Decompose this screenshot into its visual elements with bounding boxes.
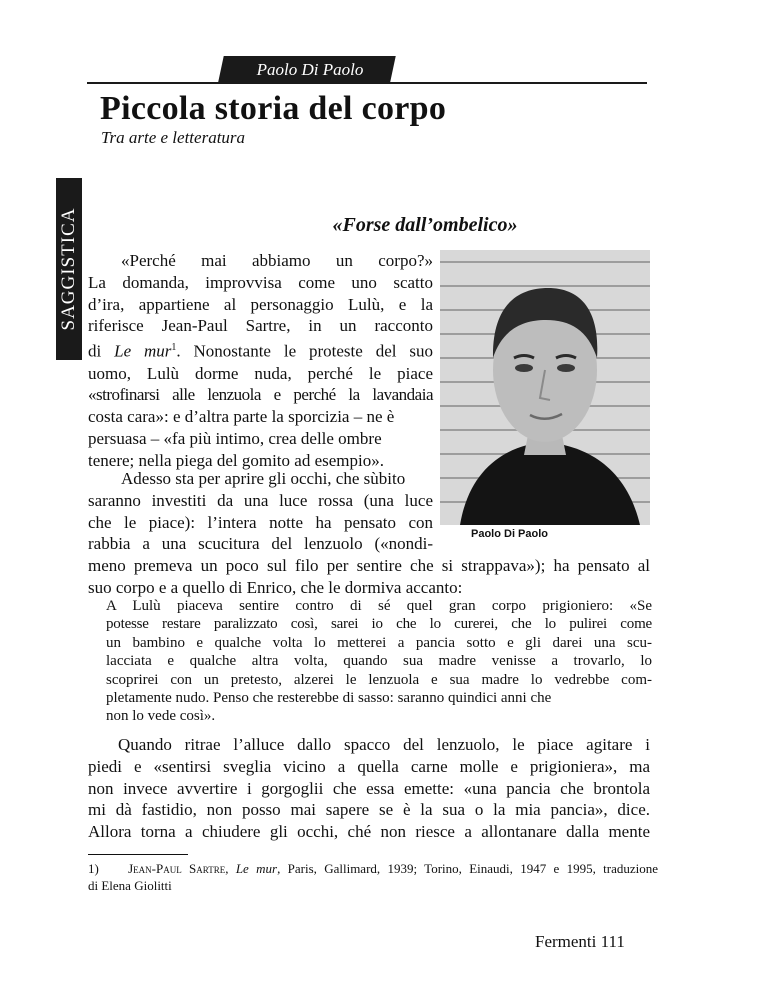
text-line: persuasa – «fa più intimo, crea delle ombre — [88, 429, 382, 449]
text-line: piedi e «sentirsi sveglia vicino a quella carne molle e prigioniera», ma — [88, 756, 650, 776]
quote-line: un bambino e qualche volta lo metterei a pancia sotto e gli darei una scu- — [106, 634, 652, 651]
text-line: costa cara»: e d’altra parte la sporcizia – ne è — [88, 407, 395, 427]
footnote — [88, 860, 658, 894]
text-line: meno premeva un poco sul filo per sentire che si strappava»); ha pensato al — [88, 556, 650, 575]
text-line: d’ira, appartiene al personaggio Lulù, e la — [88, 294, 433, 314]
footnote-details: , Paris, Gallimard, 1939; Torino, Einaudi, 1947 e 1995, traduzione — [277, 861, 659, 876]
paragraph-2-continued — [88, 555, 650, 599]
footnote-marker: 1 — [171, 342, 177, 354]
page-footer: Fermenti 111 — [535, 932, 625, 951]
text-line: mi dà fastidio, non posso mai sapere se è la sua o la mia pancia», dice. — [88, 800, 650, 820]
text-line: non invece avvertire i gorgoglii che essa emette: «una pancia che brontola — [88, 778, 650, 798]
text-line-with-citation — [88, 337, 433, 362]
photo-caption: Paolo Di Paolo — [471, 528, 549, 540]
text-line: suo corpo e a quello di Enrico, che le dormiva accanto: — [88, 577, 463, 597]
text-line: uomo, Lulù dorme nuda, perché le piace — [88, 363, 433, 383]
paragraph-3 — [88, 734, 650, 843]
text-line: Allora torna a chiudere gli occhi, ché non riesce a allontanare dalla mente — [88, 822, 650, 842]
footnote-line: di Elena Giolitti — [88, 878, 172, 893]
portrait-illustration — [440, 250, 650, 525]
footnote-author: Jean-Paul Sartre — [128, 861, 226, 876]
quote-line: pletamente nudo. Penso che resterebbe di sasso: saranno quindici anni che — [106, 690, 552, 707]
block-quote — [106, 597, 652, 726]
author-photo — [440, 250, 650, 525]
footnote-line: 1) Jean-Paul Sartre, Le mur, Paris, Gallimard, 1939; Torino, Einaudi, 1947 e 1995, traduzione — [88, 861, 659, 876]
footnote-rule — [88, 854, 188, 855]
text-line: saranno investiti da una luce rossa (una luce — [88, 490, 433, 510]
text-fragment: . Nonostante le proteste del suo — [176, 341, 433, 361]
page-title: Piccola storia del corpo — [100, 90, 447, 127]
text-line: riferisce Jean-Paul Sartre, in un racconto — [88, 316, 433, 336]
text-fragment: di — [88, 341, 115, 361]
quote-line: A Lulù piaceva sentire contro di sé quel gran corpo prigioniero: «Se — [106, 598, 652, 614]
footnote-work: Le mur — [235, 861, 278, 876]
quote-line: non lo vede così». — [106, 708, 216, 725]
text-line: Quando ritrae l’alluce dallo spacco del lenzuolo, le piace agitare i — [118, 735, 650, 754]
paragraph-2 — [88, 468, 433, 555]
book-title: Le mur — [114, 341, 172, 361]
quote-line: lacciata e qualche altra volta, quando sua madre venisse a trovarlo, lo — [106, 653, 652, 670]
text-line: «Perché mai abbiamo un corpo?» — [121, 251, 433, 270]
text-line: tenere; nella piega del gomito ad esempio». — [88, 450, 384, 470]
text-line: rabbia a una scucitura del lenzuolo («nondi- — [88, 534, 433, 554]
author-name: Paolo Di Paolo — [256, 60, 364, 79]
text-line: che le piace): l’intera notte ha pensato con — [88, 512, 433, 532]
quote-line: scoprirei con un pretesto, alzerei le lenzuola e sua madre lo vedrebbe com- — [106, 671, 652, 688]
section-label: SAGGISTICA — [58, 207, 79, 331]
quote-line: potesse restare paralizzato così, sarei io che lo curerei, che lo pulirei come — [106, 616, 652, 633]
paragraph-1 — [88, 250, 433, 472]
footnote-number: 1) — [88, 861, 99, 876]
text-line: La domanda, improvvisa come uno scatto — [88, 272, 433, 292]
text-line: Adesso sta per aprire gli occhi, che sùbito — [121, 469, 406, 488]
section-heading: «Forse dall’ombelico» — [332, 214, 518, 236]
page-subtitle: Tra arte e letteratura — [101, 128, 246, 147]
text-line: «strofinarsi alle lenzuola e perché la lavandaia — [88, 385, 433, 405]
header-rule — [87, 82, 647, 84]
